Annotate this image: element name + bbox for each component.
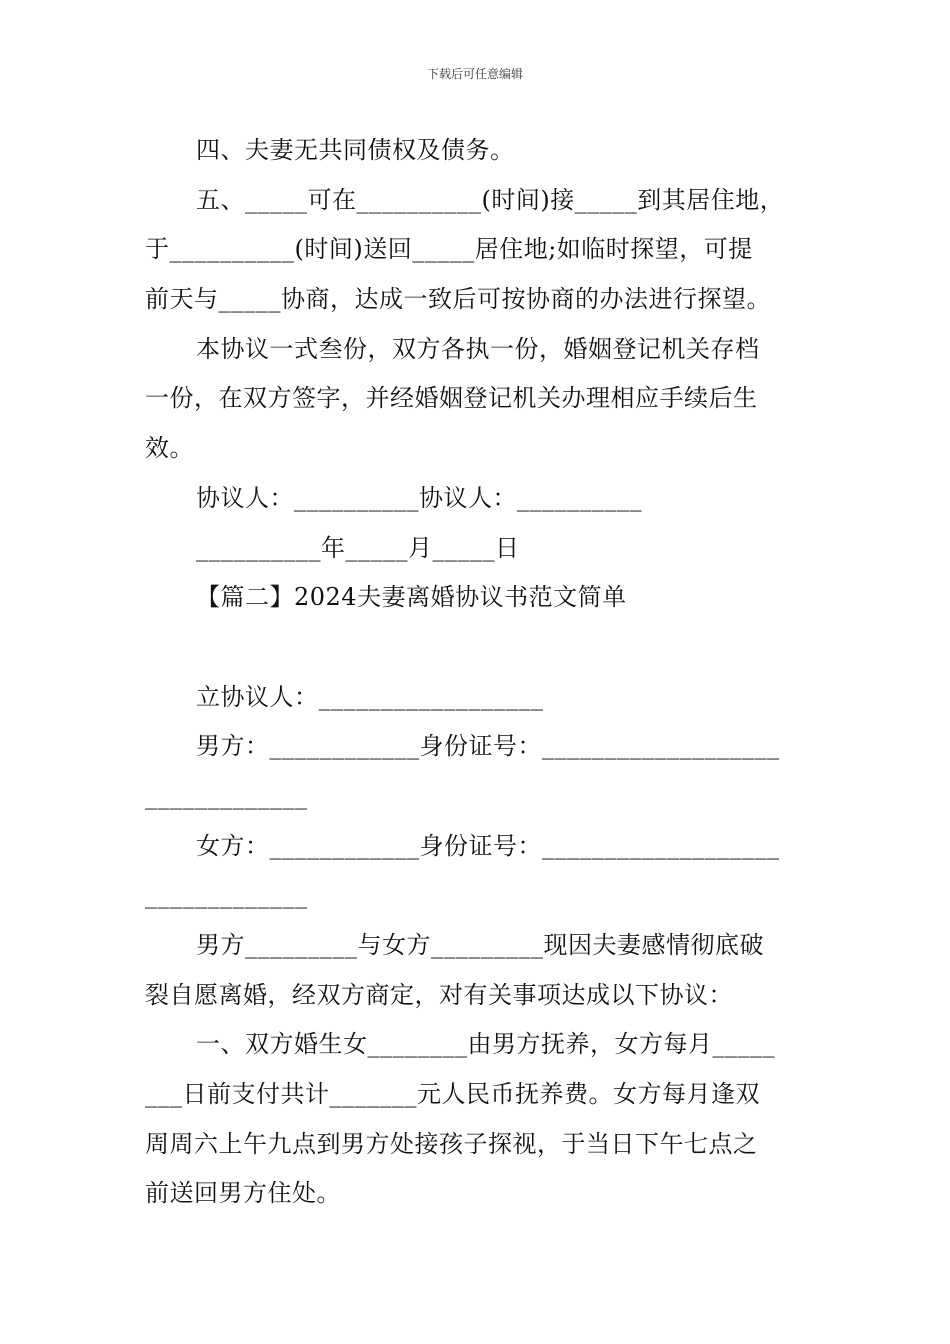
page-header: 下载后可任意编辑 <box>426 67 523 81</box>
text-line: 男方_________与女方_________现因夫妻感情彻底破 <box>196 931 764 959</box>
text-line: 前送回男方住处。 <box>145 1179 341 1207</box>
text-line: 立协议人：__________________ <box>196 683 544 711</box>
text-line: 女方：____________身份证号：___________________ <box>196 832 780 860</box>
signature-line: 协议人：__________协议人：__________ <box>196 484 642 512</box>
text-line: 四、夫妻无共同债权及债务。 <box>196 136 515 164</box>
text-line: 一份，在双方签字，并经婚姻登记机关办理相应手续后生 <box>145 384 758 412</box>
text-line: _____________ <box>145 782 308 810</box>
text-line: 前天与_____协商，达成一致后可按协商的办法进行探望。 <box>145 285 771 313</box>
text-line: 男方：____________身份证号：___________________ <box>196 732 780 760</box>
text-line: 一、双方婚生女________由男方抚养，女方每月_____ <box>196 1030 775 1058</box>
text-line: 效。 <box>145 434 194 462</box>
text-line: 五、_____可在__________(时间)接_____到其居住地， <box>196 186 785 214</box>
text-line: _____________ <box>145 881 308 909</box>
text-line: 于__________(时间)送回_____居住地;如临时探望，可提 <box>145 235 753 263</box>
date-line: __________年_____月_____日 <box>196 534 520 562</box>
section-title: 【篇二】2024夫妻离婚协议书范文简单 <box>196 583 627 611</box>
text-line: 裂自愿离婚，经双方商定，对有关事项达成以下协议： <box>145 981 733 1009</box>
text-line: ___日前支付共计_______元人民币抚养费。女方每月逢双 <box>145 1080 760 1108</box>
text-line: 本协议一式叁份，双方各执一份，婚姻登记机关存档 <box>196 335 760 363</box>
text-line: 周周六上午九点到男方处接孩子探视，于当日下午七点之 <box>145 1130 758 1158</box>
